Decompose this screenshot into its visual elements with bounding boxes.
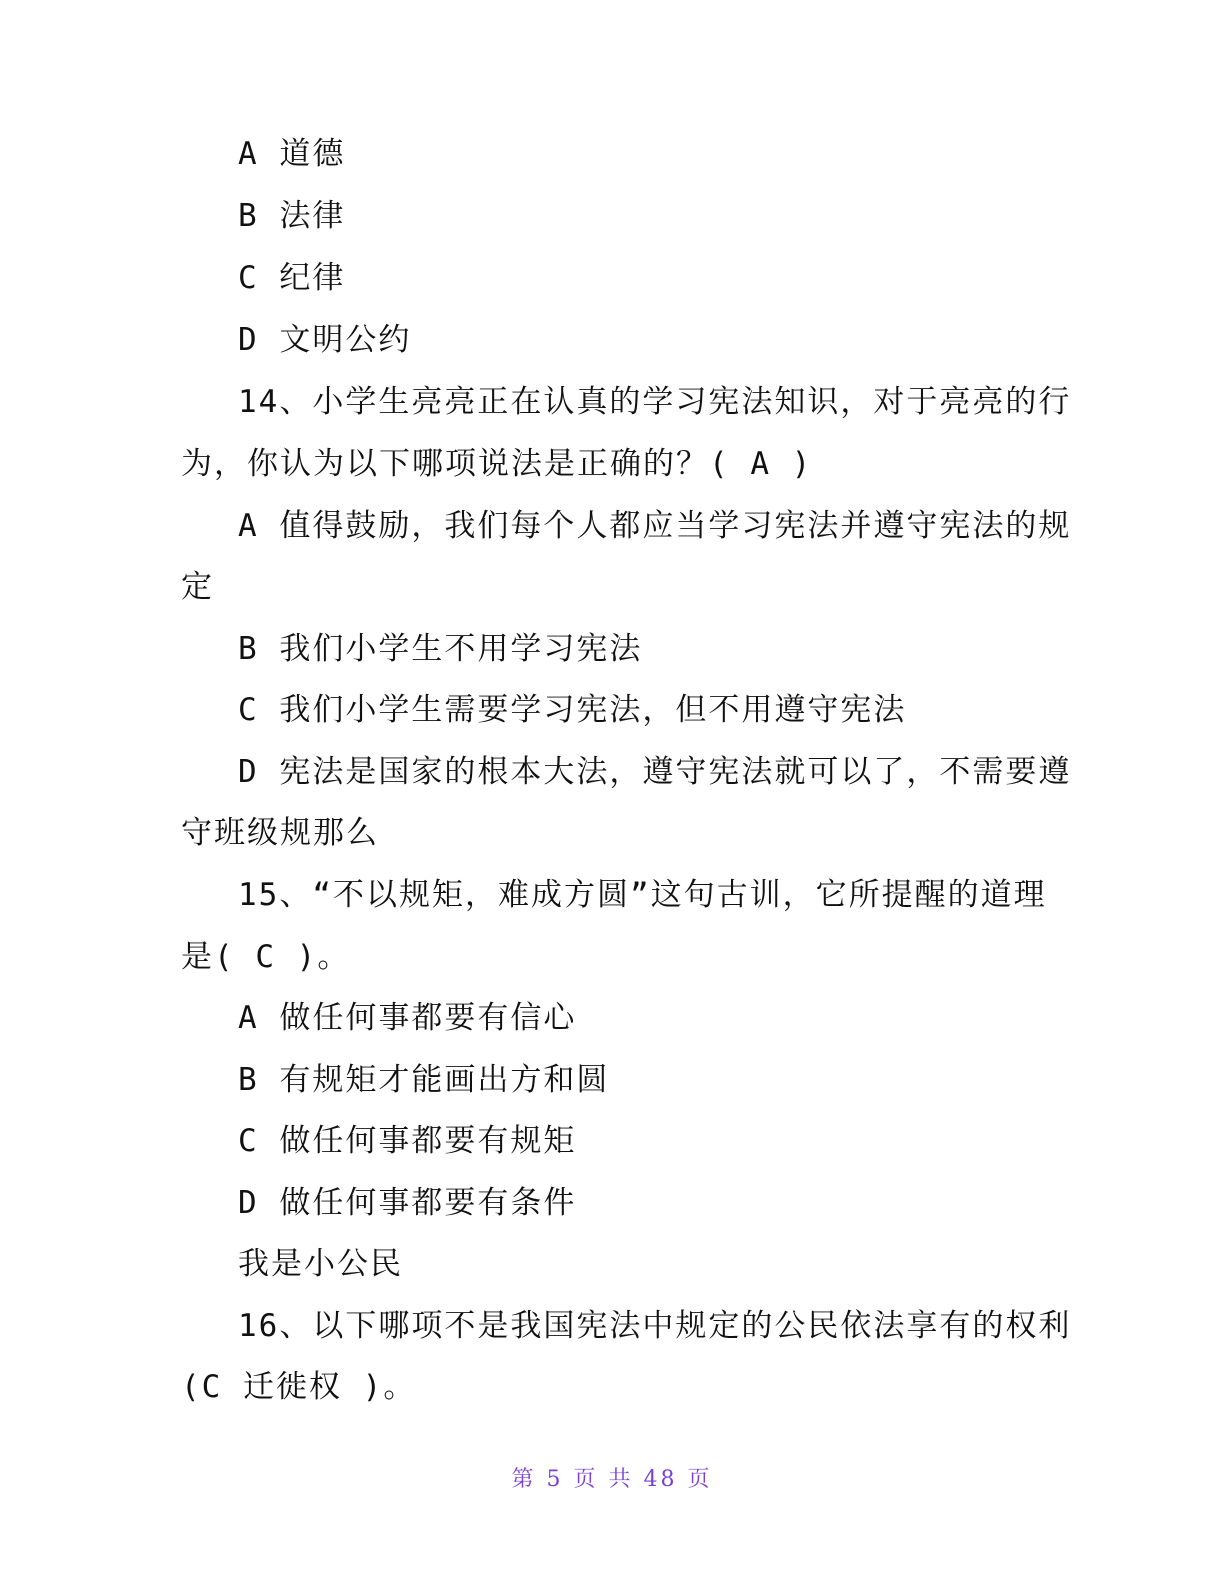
question-14-line-2: 为，你认为以下哪项说法是正确的？( A ) [181,446,813,482]
q14-option-d-line-1: D 宪法是国家的根本大法，遵守宪法就可以了，不需要遵 [238,754,1072,790]
q14-option-c: C 我们小学生需要学习宪法，但不用遵守宪法 [238,692,907,728]
q15-option-d: D 做任何事都要有条件 [238,1185,577,1221]
question-16-line-1: 16、以下哪项不是我国宪法中规定的公民依法享有的权利 [238,1308,1072,1344]
question-15-line-1: 15、“不以规矩，难成方圆”这句古训，它所提醒的道理 [238,877,1047,913]
page-number-footer: 第 5 页 共 48 页 [511,1467,713,1492]
q14-option-a-line-1: A 值得鼓励，我们每个人都应当学习宪法并遵守宪法的规 [238,508,1072,544]
q14-option-d-line-2: 守班级规那么 [181,815,379,851]
section-heading: 我是小公民 [238,1246,403,1282]
option-c-discipline: C 纪律 [238,260,346,296]
option-a-morality: A 道德 [238,136,346,172]
q14-option-a-line-2: 定 [181,569,214,605]
option-d-civility-pact: D 文明公约 [238,322,412,358]
option-b-law: B 法律 [238,198,346,234]
question-14-line-1: 14、小学生亮亮正在认真的学习宪法知识，对于亮亮的行 [238,384,1072,420]
question-16-line-2: (C 迁徙权 )。 [181,1369,417,1405]
q15-option-c: C 做任何事都要有规矩 [238,1123,577,1159]
q14-option-b: B 我们小学生不用学习宪法 [238,631,643,667]
q15-option-b: B 有规矩才能画出方和圆 [238,1062,610,1098]
q15-option-a: A 做任何事都要有信心 [238,1000,577,1036]
question-15-line-2: 是( C )。 [181,939,351,975]
